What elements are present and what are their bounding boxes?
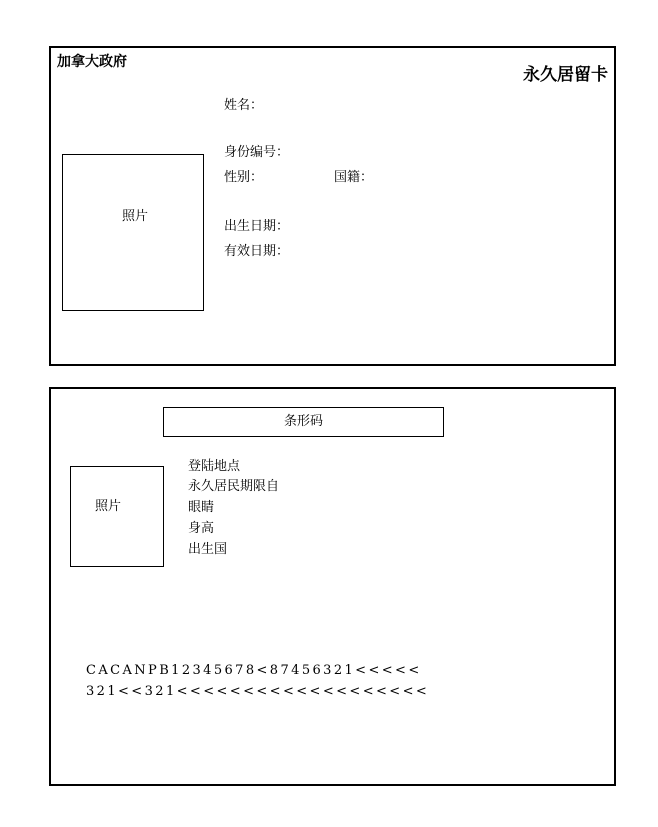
expiry-date-field-label: 有效日期：	[224, 244, 290, 259]
pr-since-label: 永久居民期限自	[188, 479, 280, 494]
back-photo-box	[70, 466, 164, 567]
card-front	[49, 46, 616, 366]
card-back	[49, 387, 616, 786]
sex-field-label: 性别：	[224, 170, 264, 185]
eyes-label: 眼睛	[188, 500, 215, 515]
barcode-label: 条形码	[283, 414, 323, 429]
id-number-field-label: 身份编号：	[224, 145, 290, 160]
name-field-label: 姓名：	[224, 98, 264, 113]
date-of-birth-field-label: 出生日期：	[224, 219, 290, 234]
back-photo-label: 照片	[95, 499, 122, 514]
front-photo-box	[62, 154, 204, 311]
barcode-box	[163, 407, 444, 437]
port-of-entry-label: 登陆地点	[188, 459, 241, 474]
height-label: 身高	[188, 521, 215, 536]
country-of-birth-label: 出生国	[188, 542, 228, 557]
nationality-field-label: 国籍：	[334, 170, 374, 185]
government-name: 加拿大政府	[57, 54, 127, 70]
front-photo-label: 照片	[122, 209, 149, 224]
mrz-line-1: CACANPB12345678<87456321<<<<<	[86, 663, 422, 678]
card-title: 永久居留卡	[523, 65, 608, 85]
mrz-line-2: 321<<321<<<<<<<<<<<<<<<<<<<	[86, 684, 430, 699]
